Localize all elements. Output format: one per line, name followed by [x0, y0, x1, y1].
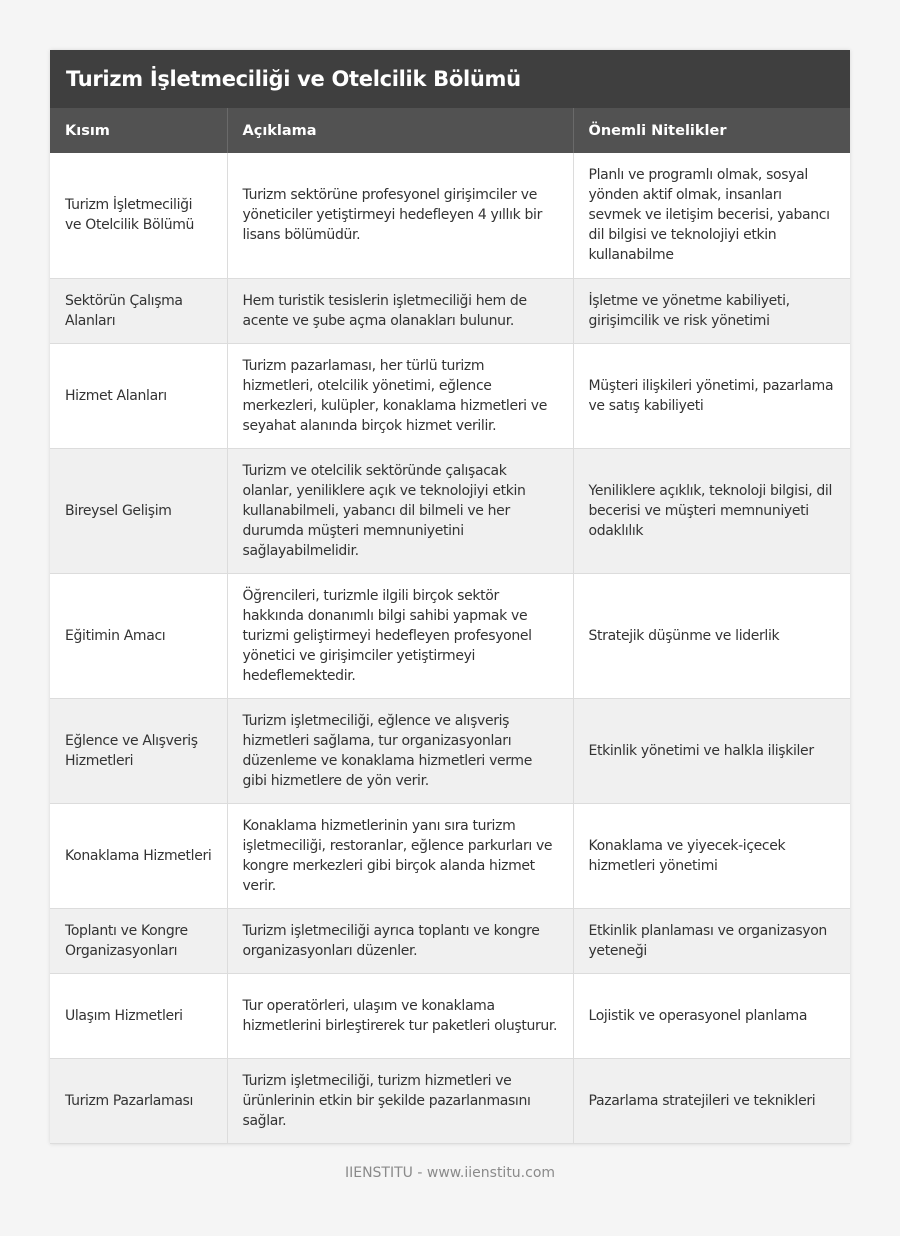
- table-row: [50, 803, 850, 908]
- cell-qualities: Konaklama ve yiyecek-içecek hizmetleri yönetimi: [573, 803, 850, 908]
- cell-section: Sektörün Çalışma Alanları: [50, 278, 227, 343]
- footer-credit: IIENSTITU - www.iienstitu.com: [344, 1165, 556, 1181]
- column-header-section: Kısım: [50, 108, 227, 153]
- cell-qualities: Etkinlik yönetimi ve halkla ilişkiler: [573, 698, 850, 803]
- table-row: [50, 278, 850, 343]
- content-card: [50, 50, 850, 1144]
- cell-section: Turizm Pazarlaması: [50, 1058, 227, 1143]
- cell-description: Turizm işletmeciliği, turizm hizmetleri ve ürünlerinin etkin bir şekilde pazarlanmasını sağlar.: [227, 1058, 573, 1143]
- cell-section: Ulaşım Hizmetleri: [50, 973, 227, 1058]
- cell-qualities: Lojistik ve operasyonel planlama: [573, 973, 850, 1058]
- table-row: [50, 908, 850, 973]
- table-row: [50, 153, 850, 278]
- cell-section: Turizm İşletmeciliği ve Otelcilik Bölümü: [50, 153, 227, 278]
- cell-description: Turizm işletmeciliği ayrıca toplantı ve kongre organizasyonları düzenler.: [227, 908, 573, 973]
- cell-qualities: Pazarlama stratejileri ve teknikleri: [573, 1058, 850, 1143]
- cell-description: Tur operatörleri, ulaşım ve konaklama hizmetlerini birleştirerek tur paketleri oluşturur.: [227, 973, 573, 1058]
- cell-qualities: Stratejik düşünme ve liderlik: [573, 573, 850, 698]
- cell-section: Hizmet Alanları: [50, 343, 227, 448]
- cell-qualities: Müşteri ilişkileri yönetimi, pazarlama ve satış kabiliyeti: [573, 343, 850, 448]
- page-title: Turizm İşletmeciliği ve Otelcilik Bölümü: [66, 67, 521, 91]
- column-header-qualities: Önemli Nitelikler: [573, 108, 850, 153]
- cell-section: Bireysel Gelişim: [50, 448, 227, 573]
- info-table: [50, 108, 850, 1144]
- table-row: [50, 973, 850, 1058]
- table-row: [50, 448, 850, 573]
- cell-qualities: Planlı ve programlı olmak, sosyal yönden aktif olmak, insanları sevmek ve iletişim becerisi, yabancı dil bilgisi ve teknolojiyi etkin kullanabilme: [573, 153, 850, 278]
- cell-section: Eğlence ve Alışveriş Hizmetleri: [50, 698, 227, 803]
- table-row: [50, 1058, 850, 1143]
- cell-qualities: Etkinlik planlaması ve organizasyon yeteneği: [573, 908, 850, 973]
- table-row: [50, 698, 850, 803]
- table-row: [50, 343, 850, 448]
- cell-qualities: Yeniliklere açıklık, teknoloji bilgisi, dil becerisi ve müşteri memnuniyeti odaklılık: [573, 448, 850, 573]
- cell-section: Toplantı ve Kongre Organizasyonları: [50, 908, 227, 973]
- cell-description: Turizm ve otelcilik sektöründe çalışacak olanlar, yeniliklere açık ve teknolojiyi etkin kullanabilmeli, yabancı dil bilmeli ve her durumda müşteri memnuniyetini sağlayabilmelidir.: [227, 448, 573, 573]
- cell-description: Turizm pazarlaması, her türlü turizm hizmetleri, otelcilik yönetimi, eğlence merkezleri, kulüpler, konaklama hizmetleri ve seyahat alanında birçok hizmet verilir.: [227, 343, 573, 448]
- cell-description: Hem turistik tesislerin işletmeciliği hem de acente ve şube açma olanakları bulunur.: [227, 278, 573, 343]
- table-header-row: [50, 108, 850, 153]
- cell-qualities: İşletme ve yönetme kabiliyeti, girişimcilik ve risk yönetimi: [573, 278, 850, 343]
- title-bar: [50, 50, 850, 108]
- cell-description: Turizm sektörüne profesyonel girişimciler ve yöneticiler yetiştirmeyi hedefleyen 4 yıllık bir lisans bölümüdür.: [227, 153, 573, 278]
- table-row: [50, 573, 850, 698]
- column-header-description: Açıklama: [227, 108, 573, 153]
- cell-description: Konaklama hizmetlerinin yanı sıra turizm işletmeciliği, restoranlar, eğlence parkurları ve kongre merkezleri gibi birçok alanda hizmet verir.: [227, 803, 573, 908]
- cell-description: Turizm işletmeciliği, eğlence ve alışveriş hizmetleri sağlama, tur organizasyonları düzenleme ve konaklama hizmetleri verme gibi hizmetlere de yön verir.: [227, 698, 573, 803]
- cell-section: Eğitimin Amacı: [50, 573, 227, 698]
- cell-description: Öğrencileri, turizmle ilgili birçok sektör hakkında donanımlı bilgi sahibi yapmak ve turizmi geliştirmeyi hedefleyen profesyonel yönetici ve girişimciler yetiştirmeyi hedeflemektedir.: [227, 573, 573, 698]
- cell-section: Konaklama Hizmetleri: [50, 803, 227, 908]
